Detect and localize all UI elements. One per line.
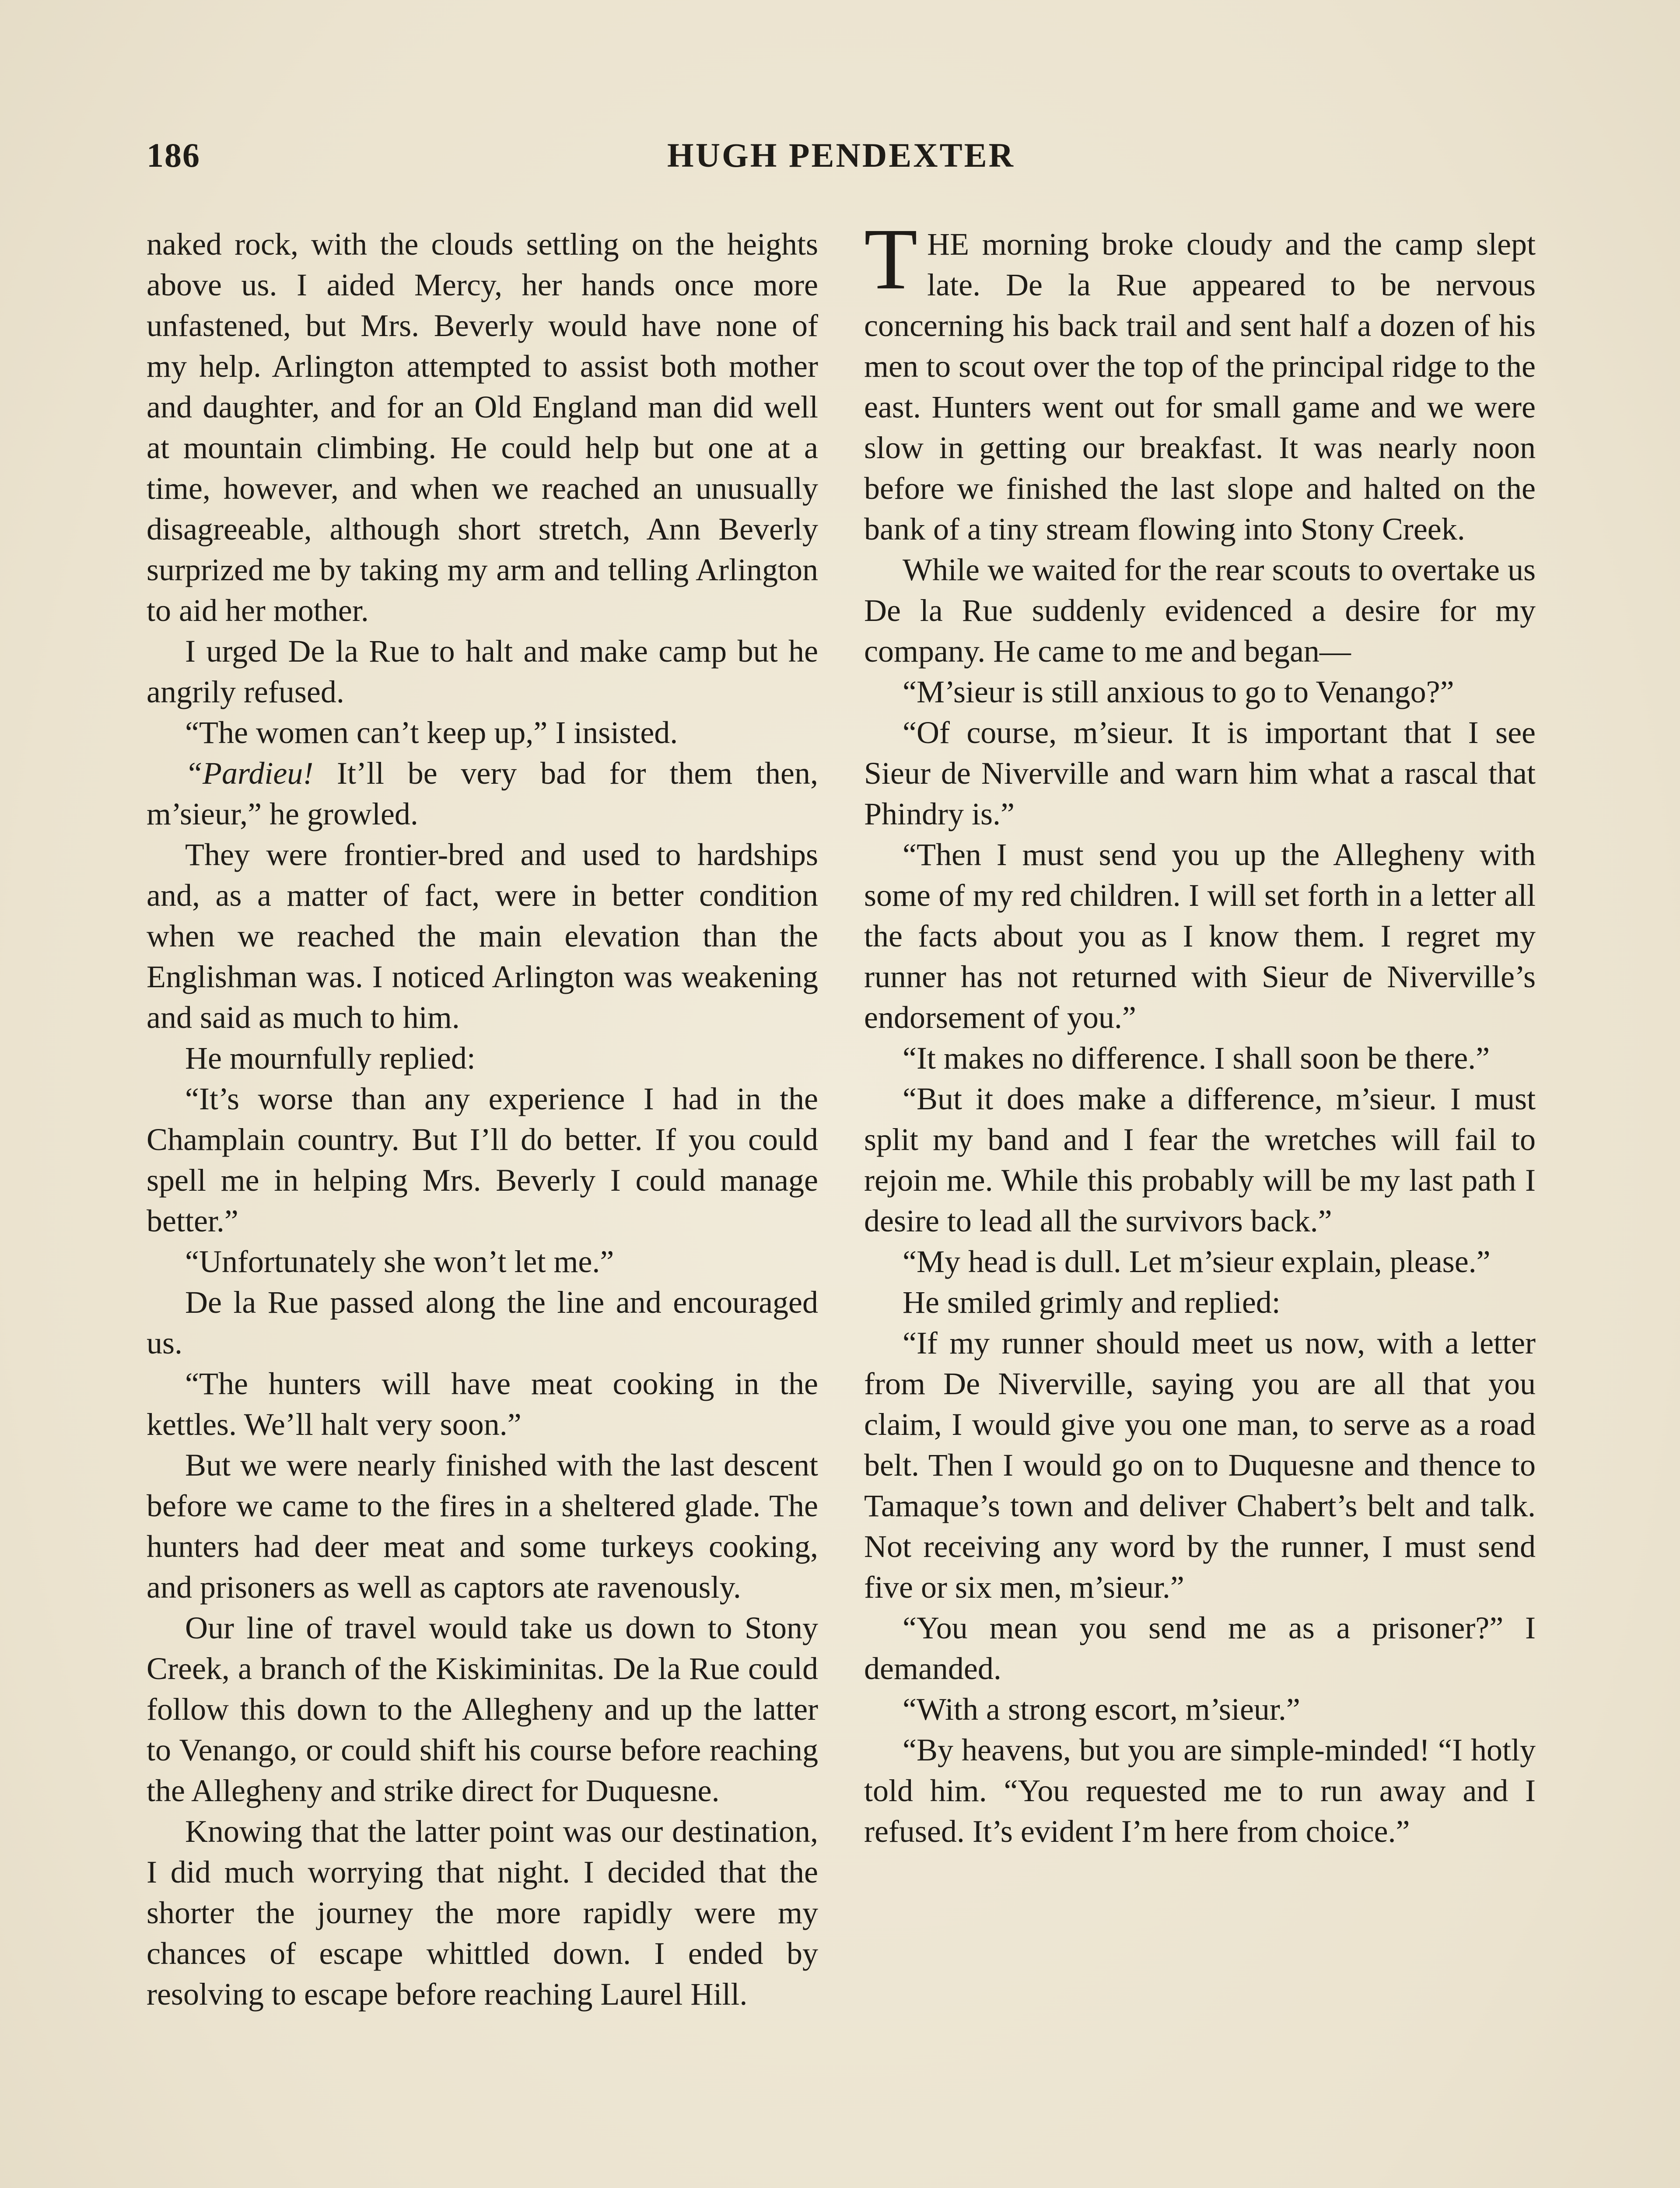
paragraph: naked rock, with the clouds settling on the heights above us. I aided Mercy, her hands once more unfastened, but Mrs. Beverly would have none of my help. Arlington attempted to assist both mother and daughter, and for an Old England man did well at mountain climbing. He could help but one at a time, however, and when we reached an unusually disagreeable, although short stretch, Ann Beverly surprized me by taking my arm and telling Arlington to aid her mother. — [147, 227, 818, 628]
paragraph-text: It’ll be very bad for them then, m’sieur,” he growled. — [147, 756, 818, 831]
running-head: HUGH PENDEXTER — [667, 136, 1015, 174]
paragraph-text: HE morning broke cloudy and the camp slept late. De la Rue appeared to be nervous concerning his back trail and sent half a dozen of his men to scout over the top of the principal ridge to the east. Hunters went out for small game and we were slow in getting our breakfast. It was nearly noon before we finished the last slope and halted on the bank of a tiny stream flowing into Stony Creek. — [864, 227, 1536, 547]
paragraph: “If my runner should meet us now, with a letter from De Niverville, saying you are all that you claim, I would give you one man, to serve as a road belt. Then I would go on to Duquesne and thence to Tamaque’s town and deliver Chabert’s belt and talk. Not receiving any word by the runner, I must send five or six men, m’sieur.” — [864, 1325, 1536, 1605]
paragraph: “With a strong escort, m’sieur.” — [903, 1692, 1300, 1727]
paragraph — [147, 753, 818, 835]
paragraph: “It’s worse than any experience I had in the Champlain country. But I’ll do better. If you could spell me in helping Mrs. Beverly I could manage better.” — [147, 1081, 818, 1238]
paragraph: I urged De la Rue to halt and make camp but he angrily refused. — [147, 634, 818, 709]
paragraph: “It makes no difference. I shall soon be there.” — [903, 1041, 1490, 1076]
paragraph: “Then I must send you up the Allegheny with some of my red children. I will set forth in a letter all the facts about you as I know them. I regret my runner has not returned with Sieur de Niverville’s endorsement of you.” — [864, 837, 1536, 1035]
paragraph: “The women can’t keep up,” I insisted. — [185, 715, 678, 750]
left-column — [147, 224, 818, 2015]
paragraph: While we waited for the rear scouts to overtake us De la Rue suddenly evidenced a desire for my company. He came to me and began— — [864, 552, 1536, 669]
right-column — [864, 211, 1536, 1852]
paragraph: Knowing that the latter point was our destination, I did much worrying that night. I decided that the shorter the journey the more rapidly were my chances of escape whittled down. I ended by resolving to escape before reaching Laurel Hill. — [147, 1814, 818, 2012]
italic-exclamation: “Pardieu! — [185, 756, 314, 791]
paragraph: “Unfortunately she won’t let me.” — [185, 1244, 614, 1279]
drop-cap: T — [864, 211, 918, 308]
paragraph: He smiled grimly and replied: — [903, 1285, 1281, 1320]
page-number: 186 — [147, 136, 200, 174]
paragraph: He mournfully replied: — [185, 1041, 476, 1076]
paragraph: “My head is dull. Let m’sieur explain, please.” — [903, 1244, 1491, 1279]
paragraph: De la Rue passed along the line and encouraged us. — [147, 1285, 818, 1360]
paragraph: “You mean you send me as a prisoner?” I demanded. — [864, 1610, 1536, 1686]
paragraph: “Of course, m’sieur. It is important that I see Sieur de Niverville and warn him what a rascal that Phindry is.” — [864, 715, 1536, 831]
paragraph: “But it does make a difference, m’sieur. I must split my band and I fear the wretches will fail to rejoin me. While this probably will be my last path I desire to lead all the survivors back.” — [864, 1081, 1536, 1238]
paragraph — [864, 211, 1536, 550]
paragraph: “M’sieur is still anxious to go to Venango?” — [903, 674, 1454, 709]
paragraph: Our line of travel would take us down to Stony Creek, a branch of the Kiskiminitas. De la Rue could follow this down to the Allegheny and up the latter to Venango, or could shift his course before reaching the Allegheny and strike direct for Duquesne. — [147, 1610, 818, 1808]
paragraph: “By heavens, but you are simple-minded! “I hotly told him. “You requested me to run away and I refused. It’s evident I’m here from choice.” — [864, 1732, 1536, 1849]
page-header — [147, 131, 1536, 179]
paragraph: “The hunters will have meat cooking in the kettles. We’ll halt very soon.” — [147, 1366, 818, 1442]
paragraph: They were frontier-bred and used to hardships and, as a matter of fact, were in better condition when we reached the main elevation than the Englishman was. I noticed Arlington was weakening and said as much to him. — [147, 837, 818, 1035]
paragraph: But we were nearly finished with the last descent before we came to the fires in a sheltered glade. The hunters had deer meat and some turkeys cooking, and prisoners as well as captors ate ravenously. — [147, 1448, 818, 1605]
